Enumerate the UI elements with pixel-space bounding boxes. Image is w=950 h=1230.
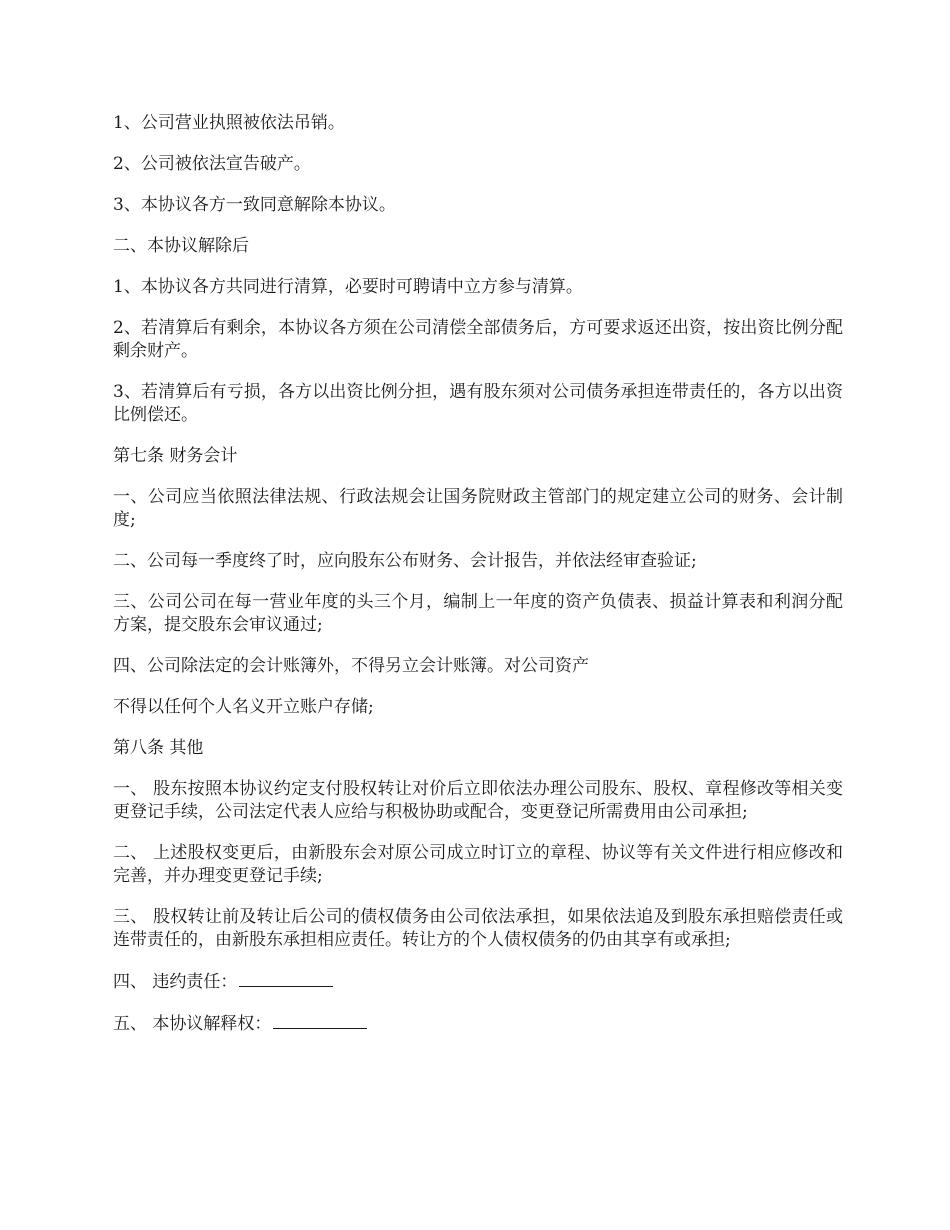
article-heading: 第八条 其他	[113, 738, 204, 758]
breach-liability-label: 四、 违约责任：	[113, 972, 238, 992]
clause-item: 二、公司每一季度终了时，应向股东公布财务、会计报告，并依法经审查验证;	[113, 551, 697, 571]
interpretation-right-label: 五、 本协议解释权：	[113, 1014, 272, 1034]
document-body	[113, 112, 843, 1054]
breach-liability-clause	[113, 970, 843, 994]
clause-item: 一、公司应当依照法律法规、行政法规会让国务院财政主管部门的规定建立公司的财务、会计制度;	[113, 487, 843, 530]
section-heading: 二、本协议解除后	[113, 236, 249, 256]
article-heading: 第七条 财务会计	[113, 446, 238, 466]
interpretation-right-blank	[273, 1012, 367, 1029]
clause-item: 2、公司被依法宣告破产。	[113, 154, 311, 174]
clause-item: 一、 股东按照本协议约定支付股权转让对价后立即依法办理公司股东、股权、章程修改等相关变更登记手续，公司法定代表人应给与积极协助或配合，变更登记所需费用由公司承担;	[113, 779, 843, 822]
clause-item: 3、本协议各方一致同意解除本协议。	[113, 195, 396, 215]
clause-item: 1、公司营业执照被依法吊销。	[113, 113, 345, 133]
clause-item: 三、 股权转让前及转让后公司的债权债务由公司依法承担，如果依法追及到股东承担赔偿责任或连带责任的，由新股东承担相应责任。转让方的个人债权债务的仍由其享有或承担;	[113, 907, 843, 950]
interpretation-right-clause	[113, 1012, 843, 1036]
clause-item: 四、公司除法定的会计账簿外，不得另立会计账簿。对公司资产	[113, 656, 589, 676]
clause-item: 1、本协议各方共同进行清算，必要时可聘请中立方参与清算。	[113, 277, 583, 297]
clause-item: 不得以任何个人名义开立账户存储;	[113, 697, 374, 717]
clause-item: 3、若清算后有亏损，各方以出资比例分担，遇有股东须对公司债务承担连带责任的，各方以出资比例偿还。	[113, 382, 843, 425]
breach-liability-blank	[239, 970, 333, 987]
clause-item: 二、 上述股权变更后，由新股东会对原公司成立时订立的章程、协议等有关文件进行相应修改和完善，并办理变更登记手续;	[113, 843, 843, 886]
clause-item: 三、公司公司在每一营业年度的头三个月，编制上一年度的资产负债表、损益计算表和利润分配方案，提交股东会审议通过;	[113, 592, 843, 635]
clause-item: 2、若清算后有剩余，本协议各方须在公司清偿全部债务后，方可要求返还出资，按出资比例分配剩余财产。	[113, 318, 843, 361]
